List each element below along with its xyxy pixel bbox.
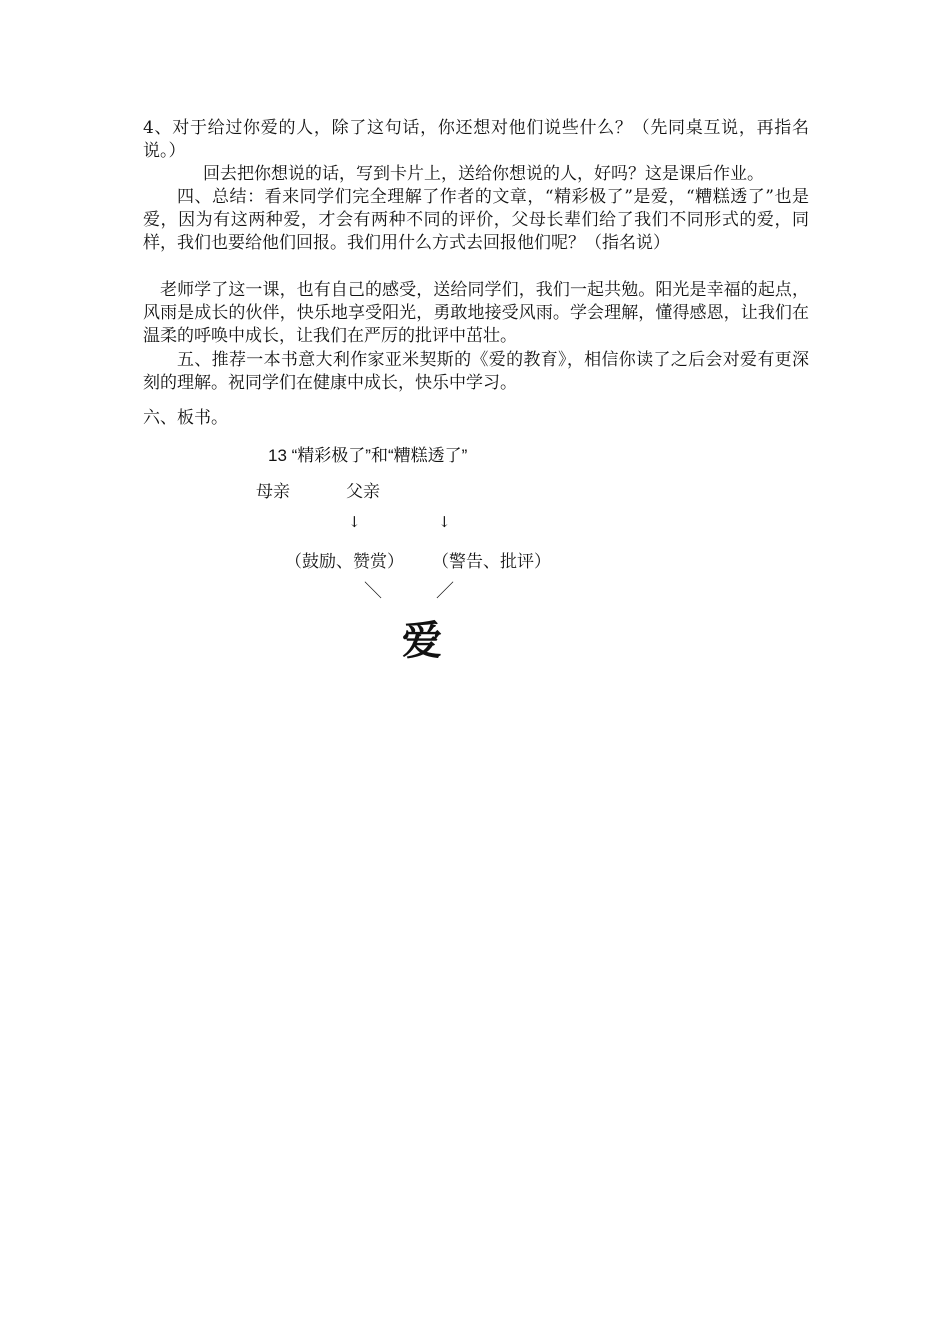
board-right-slash: ／: [436, 581, 454, 602]
arrow-down-icon: ↓: [348, 513, 361, 531]
board-left-slash: ＼: [364, 581, 382, 602]
board-title: 13 “精彩极了”和“糟糕透了”: [268, 446, 468, 465]
board-center-word: 爱: [402, 618, 442, 664]
board-father: 父亲: [346, 482, 380, 502]
board-heading: 六、板书。: [143, 408, 228, 428]
arrow-down-icon: ↓: [438, 513, 451, 531]
paragraph-teacher: 老师学了这一课，也有自己的感受，送给同学们，我们一起共勉。阳光是幸福的起点，风雨是成长的伙伴，快乐地享受阳光，勇敢地接受风雨。学会理解，懂得感恩，让我们在温柔的呼唤中成长，让我们在严厉的批评中茁壮。: [143, 280, 809, 346]
board-mother: 母亲: [256, 482, 290, 502]
paragraph-homework: 回去把你想说的话，写到卡片上，送给你想说的人，好吗？这是课后作业。: [203, 164, 764, 184]
paragraph-question-4: 4、对于给过你爱的人，除了这句话，你还想对他们说些什么？（先同桌互说，再指名说。）: [143, 118, 809, 161]
paragraph-summary: 四、总结：看来同学们完全理解了作者的文章，“精彩极了”是爱，“糟糕透了”也是爱，因为有这两种爱，才会有两种不同的评价，父母长辈们给了我们不同形式的爱，同样，我们也要给他们回报。我们用什么方式去回报他们呢？（指名说）: [143, 187, 809, 253]
board-right-group: （警告、批评）: [432, 552, 551, 572]
board-left-group: （鼓励、赞赏）: [285, 552, 404, 572]
paragraph-recommend: 五、推荐一本书意大利作家亚米契斯的《爱的教育》，相信你读了之后会对爱有更深刻的理解。祝同学们在健康中成长，快乐中学习。: [143, 350, 809, 393]
